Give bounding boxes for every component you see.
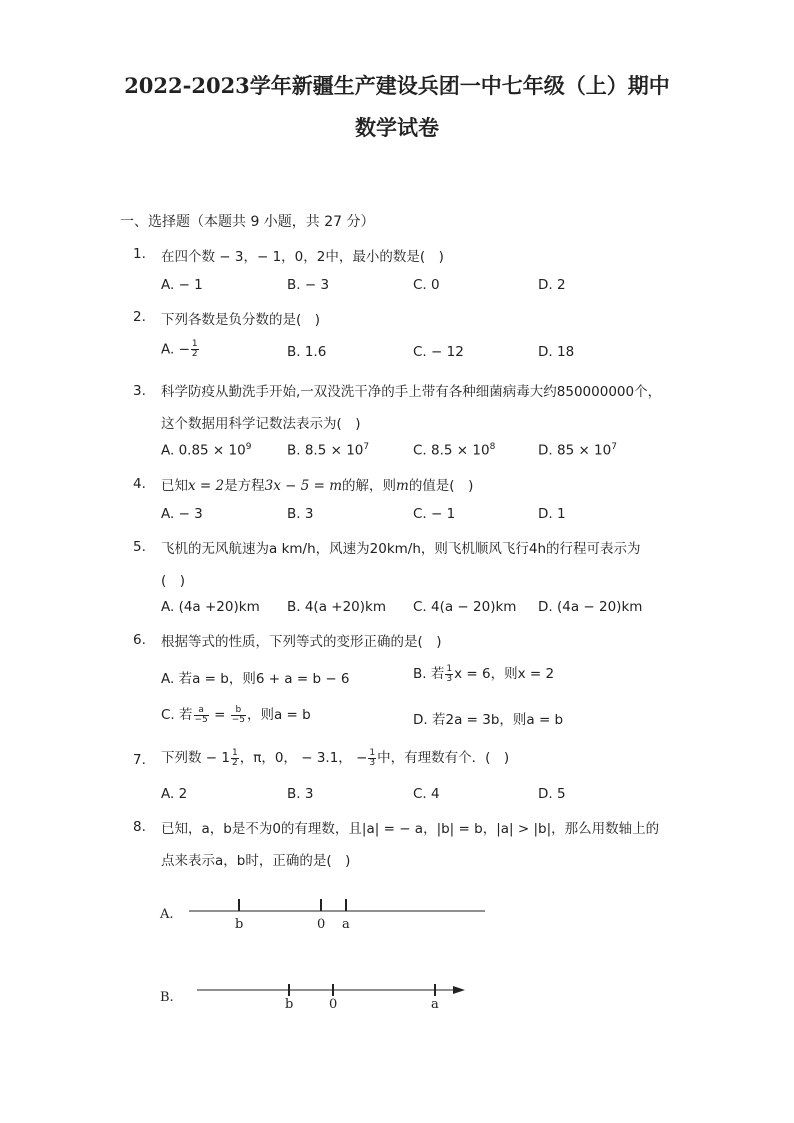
question-text bbox=[161, 474, 473, 494]
exponent: 8 bbox=[489, 442, 496, 452]
label-b: b bbox=[235, 917, 244, 932]
fraction-denominator: −5 bbox=[231, 714, 245, 725]
option-c: C. − 12 bbox=[413, 344, 464, 360]
question-text: 下列各数是负分数的是( ) bbox=[161, 312, 321, 328]
fraction bbox=[445, 665, 453, 684]
question-number: 3. bbox=[133, 383, 146, 399]
question-number: 4. bbox=[133, 476, 146, 492]
figure-label: A. bbox=[160, 907, 174, 922]
option-a: A. − 3 bbox=[161, 506, 203, 522]
question-number: 8. bbox=[133, 819, 146, 835]
text: 已知 bbox=[161, 478, 188, 494]
option-c: C. 4 bbox=[413, 786, 440, 802]
option-d-text: D. 85 × 10 bbox=[538, 442, 612, 459]
option-a-label: A. − bbox=[161, 341, 190, 358]
fraction-denominator: 2 bbox=[191, 349, 198, 359]
option-c: C. 0 bbox=[413, 277, 440, 293]
label-b: b bbox=[285, 997, 294, 1012]
option-d: D. 1 bbox=[538, 506, 566, 522]
fraction bbox=[368, 749, 376, 768]
figure-label: B. bbox=[160, 990, 174, 1005]
fraction bbox=[231, 749, 239, 768]
option-b: B. 3 bbox=[287, 506, 314, 522]
text: 的值是( ) bbox=[408, 478, 474, 494]
question-number: 6. bbox=[133, 632, 146, 648]
option-b-suffix: x = 6，则x = 2 bbox=[454, 666, 555, 682]
math-variable: m bbox=[396, 478, 409, 494]
text: 下列数 − 1 bbox=[161, 750, 230, 766]
option-a bbox=[161, 442, 251, 459]
equals-sign: = bbox=[209, 707, 230, 723]
option-b-text: B. 8.5 × 10 bbox=[287, 442, 364, 459]
fraction-numerator: 1 bbox=[369, 747, 376, 758]
exponent: 7 bbox=[611, 442, 617, 452]
option-b: B. 1.6 bbox=[287, 344, 327, 360]
question-text: 根据等式的性质，下列等式的变形正确的是( ) bbox=[161, 634, 442, 650]
option-d: D. 18 bbox=[538, 344, 575, 360]
option-c bbox=[413, 442, 495, 459]
option-a: A. (4a +20)km bbox=[161, 599, 260, 615]
question-text-line2: 这个数据用科学记数法表示为( ) bbox=[161, 416, 361, 432]
math-expression: x = 2 bbox=[188, 478, 225, 494]
question-text bbox=[161, 746, 509, 768]
option-b-prefix: B. 若 bbox=[413, 666, 445, 682]
label-zero: 0 bbox=[317, 917, 326, 932]
option-b: B. 3 bbox=[287, 786, 314, 802]
text: 的解，则 bbox=[342, 478, 396, 494]
question-text-line1: 飞机的无风航速为a km/h，风速为20km/h，则飞机顺风飞行4h的行程可表示为 bbox=[161, 541, 641, 557]
exponent: 9 bbox=[245, 442, 252, 452]
option-b bbox=[413, 662, 554, 684]
label-a: a bbox=[431, 997, 439, 1012]
option-d: D. (4a − 20)km bbox=[538, 599, 643, 615]
question-text-line2: 点来表示a，b时，正确的是( ) bbox=[161, 853, 351, 869]
fraction-denominator: 2 bbox=[231, 757, 238, 768]
option-a: A. 若a = b，则6 + a = b − 6 bbox=[161, 671, 350, 687]
math-expression: 3x − 5 = m bbox=[264, 478, 342, 494]
option-d bbox=[538, 442, 617, 459]
fraction-denominator: 3 bbox=[446, 673, 453, 684]
fraction-denominator: 3 bbox=[369, 757, 376, 768]
option-b: B. − 3 bbox=[287, 277, 330, 293]
fraction-denominator: −5 bbox=[194, 714, 208, 725]
option-c: C. 4(a − 20)km bbox=[413, 599, 517, 615]
fraction-numerator: a bbox=[194, 706, 209, 716]
label-zero: 0 bbox=[329, 997, 338, 1012]
exam-title-line1: 2022-2023学年新疆生产建设兵团一中七年级（上）期中 bbox=[124, 73, 670, 98]
option-c-text: C. 8.5 × 10 bbox=[413, 442, 490, 459]
question-text-line2: ( ) bbox=[161, 573, 186, 589]
option-b bbox=[287, 442, 369, 459]
fraction-numerator: 1 bbox=[231, 747, 238, 758]
question-text-line1: 已知，a，b是不为0的有理数，且|a| = − a，|b| = b，|a| > |b|，那么用数轴上的 bbox=[161, 821, 660, 837]
question-text-line1: 科学防疫从勤洗手开始,一双没洗干净的手上带有各种细菌病毒大约850000000个， bbox=[161, 384, 662, 400]
option-c bbox=[161, 703, 311, 725]
question-number: 5. bbox=[133, 539, 146, 555]
option-c: C. − 1 bbox=[413, 506, 456, 522]
question-number: 1. bbox=[133, 246, 146, 262]
option-a: A. 2 bbox=[161, 786, 188, 802]
option-d: D. 2 bbox=[538, 277, 566, 293]
fraction-numerator: 1 bbox=[191, 339, 198, 349]
exam-title-line2: 数学试卷 bbox=[355, 115, 439, 140]
option-a: A. − 1 bbox=[161, 277, 203, 293]
text: ，π，0， − 3.1， − bbox=[239, 750, 368, 766]
fraction-numerator: 1 bbox=[446, 663, 453, 674]
exponent: 7 bbox=[363, 442, 370, 452]
number-line-figure-b bbox=[155, 978, 485, 1023]
option-b: B. 4(a +20)km bbox=[287, 599, 386, 615]
option-a bbox=[161, 340, 200, 359]
question-number: 2. bbox=[133, 309, 146, 325]
section-heading: 一、选择题（本题共 9 小题，共 27 分） bbox=[120, 214, 375, 230]
option-a-text: A. 0.85 × 10 bbox=[161, 442, 246, 459]
option-c-prefix: C. 若 bbox=[161, 707, 193, 723]
question-text: 在四个数 − 3，− 1，0，2中，最小的数是( ) bbox=[161, 249, 444, 265]
fraction bbox=[194, 706, 209, 725]
question-number: 7. bbox=[133, 752, 146, 768]
option-c-suffix: ，则a = b bbox=[246, 707, 311, 723]
label-a: a bbox=[342, 917, 350, 932]
arrow-head-icon bbox=[453, 986, 465, 994]
number-line-figure-a bbox=[155, 892, 485, 937]
fraction-numerator: b bbox=[231, 706, 246, 716]
fraction bbox=[191, 340, 199, 359]
option-d: D. 若2a = 3b，则a = b bbox=[413, 712, 564, 728]
text: 是方程 bbox=[224, 478, 265, 494]
text: 中，有理数有个．( ) bbox=[377, 750, 510, 766]
fraction bbox=[231, 706, 246, 725]
option-d: D. 5 bbox=[538, 786, 566, 802]
